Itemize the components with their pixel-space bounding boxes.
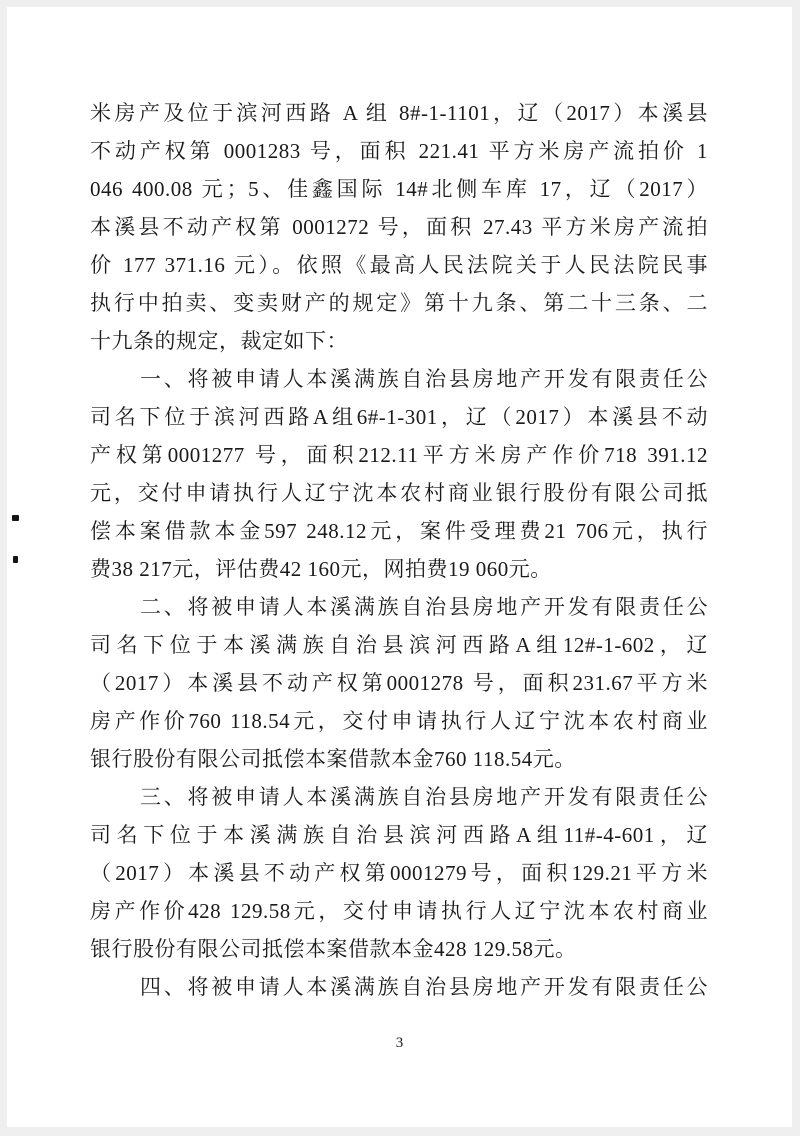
text-line: （2017）本溪县不动产权第0001279号，面积129.21平方米: [90, 861, 708, 885]
text-line: 房产作价428 129.58元，交付申请执行人辽宁沈本农村商业: [90, 899, 708, 923]
text-line: 四、将被申请人本溪满族自治县房地产开发有限责任公: [140, 975, 708, 999]
text-line: 三、将被申请人本溪满族自治县房地产开发有限责任公: [140, 785, 708, 809]
text-line: 价 177 371.16 元）。依照《最高人民法院关于人民法院民事: [90, 253, 708, 277]
text-line: 司名下位于本溪满族自治县滨河西路A组11#-4-601，辽: [90, 823, 708, 847]
document-paper: [7, 7, 792, 1127]
text-line: （2017）本溪县不动产权第0001278 号，面积231.67平方米: [90, 671, 708, 695]
text-line: 银行股份有限公司抵偿本案借款本金760 118.54元。: [90, 747, 576, 771]
text-line: 司名下位于本溪满族自治县滨河西路A组12#-1-602，辽: [90, 633, 708, 657]
text-line: 司名下位于滨河西路A组6#-1-301，辽（2017）本溪县不动: [90, 405, 708, 429]
text-line: 米房产及位于滨河西路 A 组 8#-1-1101，辽（2017）本溪县: [90, 101, 708, 125]
text-line: 不动产权第 0001283 号，面积 221.41 平方米房产流拍价 1: [90, 139, 708, 163]
text-line: 二、将被申请人本溪满族自治县房地产开发有限责任公: [140, 595, 708, 619]
document-body: [90, 94, 708, 1006]
text-line: 银行股份有限公司抵偿本案借款本金428 129.58元。: [90, 937, 577, 961]
text-line: 本溪县不动产权第 0001272 号，面积 27.43 平方米房产流拍: [90, 215, 708, 239]
text-line: 执行中拍卖、变卖财产的规定》第十九条、第二十三条、二: [90, 291, 708, 315]
ink-dot-artifact: [13, 556, 18, 563]
ink-dot-artifact: [12, 515, 19, 521]
text-line: 偿本案借款本金597 248.12元，案件受理费21 706元，执行: [90, 519, 708, 543]
page-number: 3: [395, 1035, 404, 1051]
text-line: 046 400.08 元；5、佳鑫国际 14#北侧车库 17，辽（2017）: [90, 177, 708, 201]
text-line: 房产作价760 118.54元，交付申请执行人辽宁沈本农村商业: [90, 709, 708, 733]
text-line: 元，交付申请执行人辽宁沈本农村商业银行股份有限公司抵: [90, 481, 708, 505]
text-line: 十九条的规定，裁定如下：: [90, 329, 348, 353]
text-line: 一、将被申请人本溪满族自治县房地产开发有限责任公: [140, 367, 708, 391]
text-line: 费38 217元，评估费42 160元，网拍费19 060元。: [90, 557, 552, 581]
text-line: 产权第0001277 号，面积212.11平方米房产作价718 391.12: [90, 443, 708, 467]
